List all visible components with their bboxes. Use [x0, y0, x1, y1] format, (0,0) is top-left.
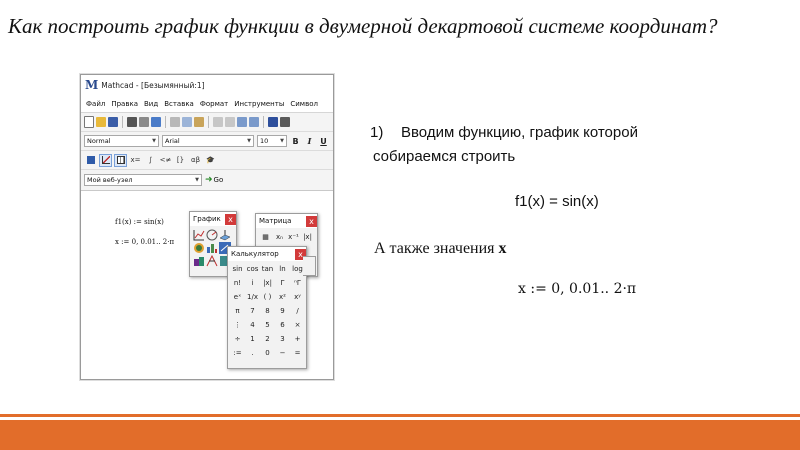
standard-toolbar — [81, 113, 333, 132]
calculator-keypad — [228, 261, 306, 362]
go-label: Go — [213, 176, 224, 184]
calculator-key[interactable]: − — [279, 349, 286, 357]
font-select[interactable] — [162, 135, 254, 147]
web-toolbar — [81, 170, 333, 191]
calculator-key[interactable]: 1/x — [247, 293, 258, 301]
bottom-accent-line — [0, 414, 800, 417]
print-preview-icon[interactable] — [139, 117, 149, 127]
calculator-palette-header — [228, 247, 306, 261]
calculator-key[interactable]: 1 — [250, 335, 255, 343]
undo-icon[interactable] — [213, 117, 223, 127]
worksheet-function-definition[interactable]: f1(x) := sin(x) — [115, 218, 164, 226]
calculator-key[interactable]: / — [296, 307, 299, 315]
close-icon[interactable]: x — [295, 249, 306, 260]
save-icon[interactable] — [108, 117, 118, 127]
menu-tools[interactable]: Инструменты — [234, 99, 285, 108]
chevron-down-icon: ▼ — [247, 138, 251, 144]
step-number: 1) — [370, 124, 384, 141]
calculator-key[interactable]: log — [292, 265, 303, 273]
evaluation-toolbar-icon[interactable]: x= — [130, 156, 141, 164]
calculator-key[interactable]: ⁿΓ — [294, 279, 301, 287]
close-icon[interactable]: x — [225, 214, 236, 225]
toolbar-separator — [208, 116, 209, 128]
contour-plot-icon[interactable] — [193, 242, 205, 254]
calculator-key[interactable]: 6 — [280, 321, 285, 329]
align-vertical-icon[interactable] — [249, 117, 259, 127]
matrix-palette-edge — [303, 256, 316, 276]
calculator-toolbar-icon[interactable] — [84, 154, 97, 167]
calculator-key[interactable]: . — [251, 349, 254, 357]
print-icon[interactable] — [127, 117, 137, 127]
open-folder-icon[interactable] — [96, 117, 106, 127]
mathcad-titlebar — [81, 75, 333, 95]
range-formula: x := 0, 0.01.. 2·π — [518, 281, 637, 297]
menu-format[interactable]: Формат — [199, 99, 229, 108]
patch-plot-icon[interactable] — [206, 255, 218, 267]
matrix-palette-title: Матрица — [259, 217, 292, 225]
calculator-key[interactable]: 5 — [265, 321, 270, 329]
graph-palette-header — [190, 212, 236, 226]
calculator-key[interactable]: 4 — [250, 321, 255, 329]
cut-icon[interactable] — [170, 117, 180, 127]
calculator-key[interactable]: π — [235, 307, 240, 315]
calculator-key[interactable]: ( ) — [263, 293, 272, 301]
subscript-icon[interactable]: xₙ — [276, 233, 283, 241]
align-icon[interactable] — [237, 117, 247, 127]
inverse-icon[interactable]: x⁻¹ — [288, 233, 299, 241]
web-address-value: Мой веб-узел — [87, 176, 133, 184]
insert-matrix-icon[interactable]: ▦ — [262, 233, 269, 241]
redo-icon[interactable] — [225, 117, 235, 127]
toolbar-separator — [165, 116, 166, 128]
font-size-value: 10 — [260, 137, 269, 145]
spellcheck-icon[interactable] — [151, 117, 161, 127]
graph-toolbar-icon[interactable] — [99, 154, 112, 167]
determinant-icon[interactable]: |x| — [303, 233, 312, 241]
calculator-palette — [227, 246, 307, 369]
chevron-down-icon: ▼ — [152, 138, 156, 144]
bottom-accent-band — [0, 420, 800, 450]
graph-palette-title: График — [193, 215, 221, 223]
underline-button[interactable]: U — [320, 136, 327, 146]
symbolic-toolbar-icon[interactable]: 🎓 — [206, 156, 215, 164]
menu-bar — [81, 95, 333, 113]
slide-title: Как построить график функции в двумерной декартовой системе координат? — [8, 14, 718, 38]
calculus-toolbar-icon[interactable]: ∫ — [148, 156, 153, 164]
font-select-value: Arial — [165, 137, 180, 145]
boolean-toolbar-icon[interactable]: <≠ — [159, 156, 172, 164]
calculator-palette-title: Калькулятор — [231, 250, 279, 258]
copy-icon[interactable] — [182, 117, 192, 127]
toolbar-separator — [122, 116, 123, 128]
menu-edit[interactable]: Правка — [111, 99, 138, 108]
font-size-select[interactable] — [257, 135, 287, 147]
web-address-select[interactable] — [84, 174, 202, 186]
also-variable: x — [498, 240, 507, 257]
close-icon[interactable]: x — [306, 216, 317, 227]
chevron-down-icon: ▼ — [195, 177, 199, 183]
style-select-value: Normal — [87, 137, 111, 145]
matrix-toolbar-icon[interactable] — [114, 154, 127, 167]
programming-toolbar-icon[interactable]: [} — [176, 156, 185, 164]
calculator-key[interactable]: ÷ — [234, 335, 241, 343]
go-button[interactable] — [205, 175, 223, 185]
calculator-key[interactable]: 3 — [280, 335, 285, 343]
insert-unit-icon[interactable] — [280, 117, 290, 127]
also-values-text — [374, 240, 507, 258]
bold-button[interactable]: B — [292, 136, 299, 146]
calculator-key[interactable]: 8 — [265, 307, 270, 315]
calculator-key[interactable]: |x| — [263, 279, 272, 287]
paste-icon[interactable] — [194, 117, 204, 127]
calculator-key[interactable]: := — [233, 349, 242, 357]
bar-plot-3d-icon[interactable] — [206, 242, 218, 254]
also-prefix: А также значения — [374, 240, 499, 257]
calculator-key[interactable]: tan — [261, 265, 274, 273]
xy-plot-icon[interactable] — [193, 229, 205, 241]
italic-button[interactable]: I — [307, 136, 312, 146]
step-text-line2: собираемся строить — [373, 148, 516, 165]
mathcad-logo-icon: M — [85, 78, 99, 92]
style-select[interactable] — [84, 135, 159, 147]
math-toolbar — [81, 151, 333, 170]
calculator-key[interactable]: 7 — [250, 307, 255, 315]
calculator-key[interactable]: ⋮ — [234, 321, 241, 329]
menu-symbolics[interactable]: Символ — [290, 99, 318, 108]
function-formula: f1(x) = sin(x) — [515, 193, 599, 210]
toolbar-separator — [263, 116, 264, 128]
calculator-key[interactable]: 9 — [280, 307, 285, 315]
greek-toolbar-icon[interactable]: αβ — [190, 156, 201, 164]
surface-plot-icon[interactable] — [219, 229, 231, 241]
go-arrow-icon: ➜ — [205, 175, 213, 185]
calculator-key[interactable]: 2 — [265, 335, 270, 343]
insert-function-icon[interactable] — [268, 117, 278, 127]
calculator-key[interactable]: eˣ — [233, 293, 242, 301]
calculator-key[interactable]: cos — [246, 265, 259, 273]
scatter-plot-3d-icon[interactable] — [193, 255, 205, 267]
calculator-key[interactable]: = — [294, 349, 301, 357]
formatting-toolbar — [81, 132, 333, 151]
step-text-line1: Вводим функцию, график которой — [401, 124, 638, 141]
calculator-key[interactable]: xʸ — [294, 293, 301, 301]
calculator-key[interactable]: + — [294, 335, 301, 343]
calculator-key[interactable]: Γ — [280, 279, 285, 287]
polar-plot-icon[interactable] — [206, 229, 218, 241]
chevron-down-icon: ▼ — [280, 138, 284, 144]
menu-view[interactable]: Вид — [143, 99, 159, 108]
calculator-key[interactable]: n! — [233, 279, 242, 287]
window-title: Mathcad - [Безымянный:1] — [101, 80, 205, 90]
matrix-palette-header — [256, 214, 317, 228]
calculator-key[interactable]: i — [251, 279, 254, 287]
calculator-key[interactable]: ln — [279, 265, 286, 273]
calculator-key[interactable]: sin — [232, 265, 243, 273]
calculator-key[interactable]: x² — [279, 293, 286, 301]
worksheet-range-definition[interactable]: x := 0, 0.01.. 2·π — [115, 238, 175, 246]
calculator-key[interactable]: 0 — [265, 349, 270, 357]
matrix-palette-grid — [256, 228, 317, 247]
menu-file[interactable]: Файл — [86, 99, 106, 108]
calculator-key[interactable]: × — [294, 321, 301, 329]
new-document-icon[interactable] — [84, 116, 94, 128]
menu-insert[interactable]: Вставка — [164, 99, 194, 108]
